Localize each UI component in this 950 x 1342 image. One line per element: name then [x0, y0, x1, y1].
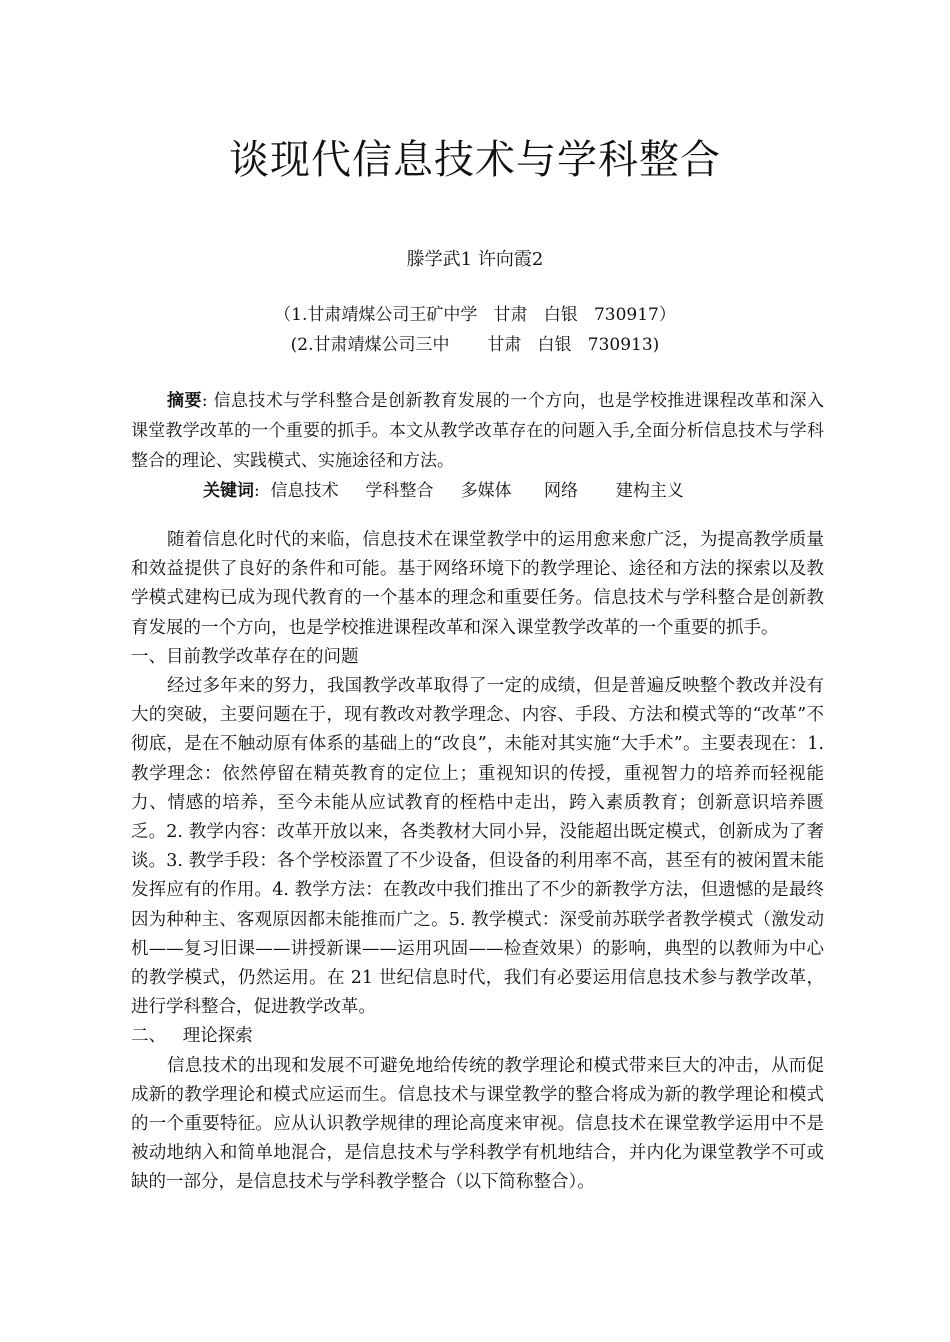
affiliation-1: （1.甘肃靖煤公司王矿中学 甘肃 白银 730917） [274, 305, 676, 325]
section-heading-1: 一、目前教学改革存在的问题 [131, 646, 359, 667]
keywords-text: 信息技术 学科整合 多媒体 网络 建构主义 [259, 481, 684, 501]
abstract-text: 信息技术与学科整合是创新教育发展的一个方向，也是学校推进课程改革和深入课堂教学改革的一个重要的抓手。本文从教学改革存在的问题入手,全面分析信息技术与学科整合的理论、实践模式、实施途径和方法。 [131, 391, 825, 471]
section-heading-2: 二、 理论探索 [131, 1026, 253, 1047]
page-title: 谈现代信息技术与学科整合 [229, 137, 721, 183]
keywords-label: 关键词 [203, 481, 254, 501]
affiliation-2: (2.甘肃靖煤公司三中 甘肃 白银 730913) [290, 335, 660, 355]
section-2-paragraph: 信息技术的出现和发展不可避免地给传统的教学理论和模式带来巨大的冲击，从而促成新的教学理论和模式应运而生。信息技术与课堂教学的整合将成为新的教学理论和模式的一个重要特征。应从认识教学规律的理论高度来审视。信息技术在课堂教学运用中不是被动地纳入和简单地混合，是信息技术与学科教学有机地结合，并内化为课堂教学不可或缺的一部分，是信息技术与学科教学整合（以下简称整合）。 [131, 1055, 824, 1193]
abstract-label: 摘要 [167, 391, 202, 411]
keywords-separator: : [254, 481, 260, 501]
body-section [131, 526, 824, 1198]
abstract-paragraph [131, 386, 824, 476]
authors-line: 滕学武1 许向霞2 [406, 249, 544, 270]
section-1-paragraph: 经过多年来的努力，我国教学改革取得了一定的成绩，但是普遍反映整个教改并没有大的突破，主要问题在于，现有教改对教学理念、内容、手段、方法和模式等的“改革”不彻底，是在不触动原有体系的基础上的“改良”，未能对其实施“大手术”。主要表现在：1. 教学理念：依然停留在精英教育的定位上；重视知识的传授，重视智力的培养而轻视能力、情感的培养，至今未能从应试教育的桎梏中走出，跨入素质教育；创新意识培养匮乏。2. 教学内容：改革开放以来，各类教材大同小异，没能超出既定模式，创新成为了奢谈。3. 教学手段：各个学校添置了不少设备，但设备的利用率不高，甚至有的被闲置未能发挥应有的作用。4. 教学方法：在教改中我们推出了不少的新教学方法，但遗憾的是最终因为种种主、客观原因都未能推而广之。5. 教学模式：深受前苏联学者教学模式（激发动机——复习旧课——讲授新课——运用巩固——检查效果）的影响，典型的以教师为中心的教学模式，仍然运用。在 21 世纪信息时代，我们有必要运用信息技术参与教学改革，进行学科整合，促进教学改革。 [131, 676, 824, 1018]
abstract-section [131, 386, 824, 506]
keywords-line [131, 476, 824, 506]
intro-paragraph: 随着信息化时代的来临，信息技术在课堂教学中的运用愈来愈广泛，为提高教学质量和效益提供了良好的条件和可能。基于网络环境下的教学理论、途径和方法的探索以及教学模式建构已成为现代教育的一个基本的理念和重要任务。信息技术与学科整合是创新教育发展的一个方向，也是学校推进课程改革和深入课堂教学改革的一个重要的抓手。 [131, 530, 824, 638]
abstract-separator: : [201, 391, 208, 411]
